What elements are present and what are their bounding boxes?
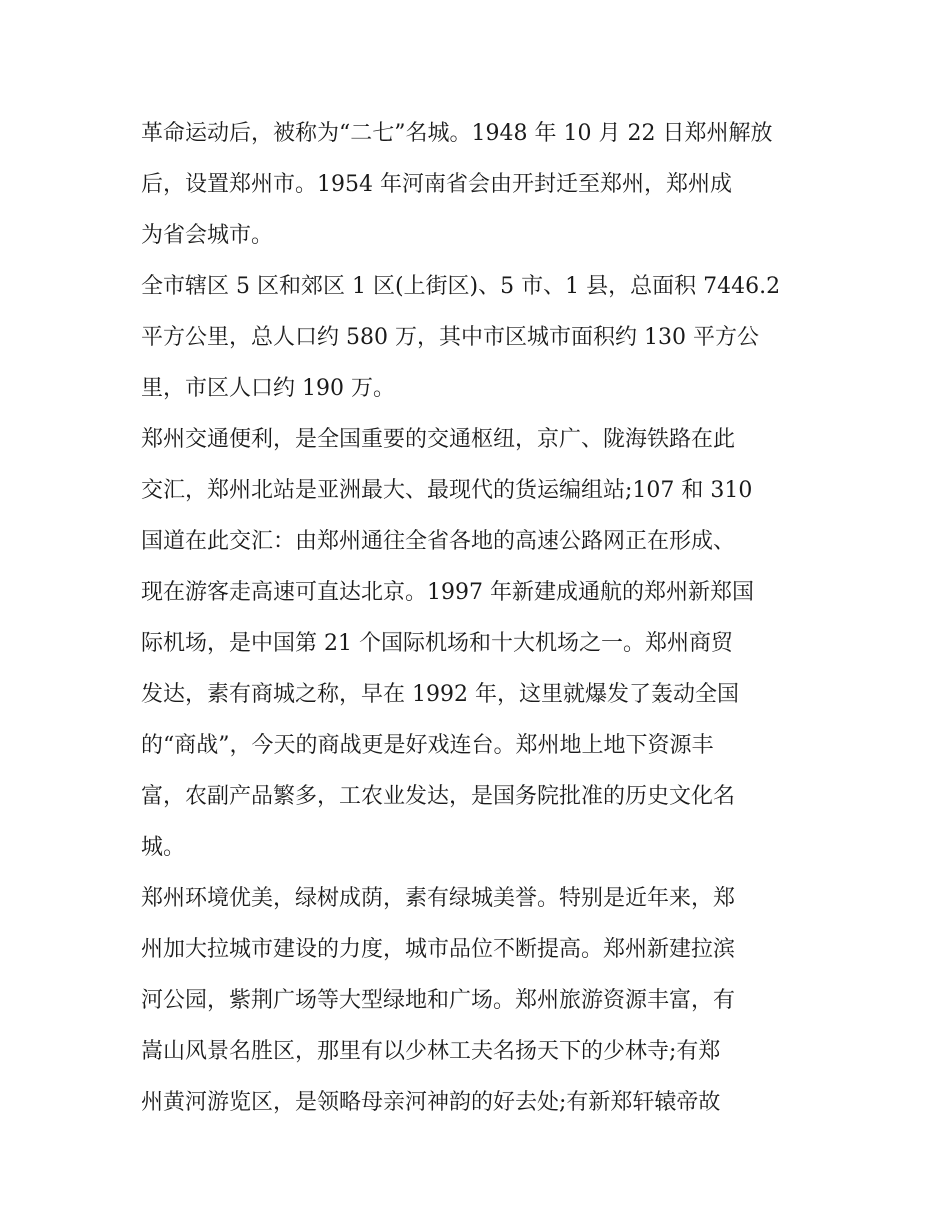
text-line: 国道在此交汇：由郑州通往全省各地的高速公路网正在形成、 [141,529,736,554]
text-line: 后，设置郑州市。1954 年河南省会由开封迁至郑州，郑州成 [141,172,732,197]
text-line: 的“商战”，今天的商战更是好戏连台。郑州地上地下资源丰 [141,733,714,758]
text-line: 革命运动后，被称为“二七”名城。1948 年 10 月 22 日郑州解放 [141,121,773,146]
text-line: 郑州环境优美，绿树成荫，素有绿城美誉。特别是近年来，郑 [141,886,736,911]
text-line: 嵩山风景名胜区，那里有以少林工夫名扬天下的少林寺;有郑 [141,1039,721,1064]
text-line: 平方公里，总人口约 580 万，其中市区城市面积约 130 平方公 [141,325,759,350]
text-line: 州加大拉城市建设的力度，城市品位不断提高。郑州新建拉滨 [141,937,736,962]
text-line: 城。 [141,835,186,860]
body-text [141,108,821,1128]
text-line: 为省会城市。 [141,223,274,248]
text-line: 交汇，郑州北站是亚洲最大、最现代的货运编组站;107 和 310 [141,478,753,503]
text-line: 现在游客走高速可直达北京。1997 年新建成通航的郑州新郑国 [141,580,754,605]
text-line: 际机场，是中国第 21 个国际机场和十大机场之一。郑州商贸 [141,631,733,656]
text-line: 河公园，紫荆广场等大型绿地和广场。郑州旅游资源丰富，有 [141,988,736,1013]
text-line: 发达，素有商城之称，早在 1992 年，这里就爆发了轰动全国 [141,682,739,707]
text-line: 全市辖区 5 区和郊区 1 区(上街区)、5 市、1 县，总面积 7446.2 [141,274,781,299]
text-line: 州黄河游览区，是领略母亲河神韵的好去处;有新郑轩辕帝故 [141,1090,721,1115]
text-line: 郑州交通便利，是全国重要的交通枢纽，京广、陇海铁路在此 [141,427,736,452]
text-line: 里，市区人口约 190 万。 [141,376,395,401]
text-line: 富，农副产品繁多，工农业发达，是国务院批准的历史文化名 [141,784,736,809]
